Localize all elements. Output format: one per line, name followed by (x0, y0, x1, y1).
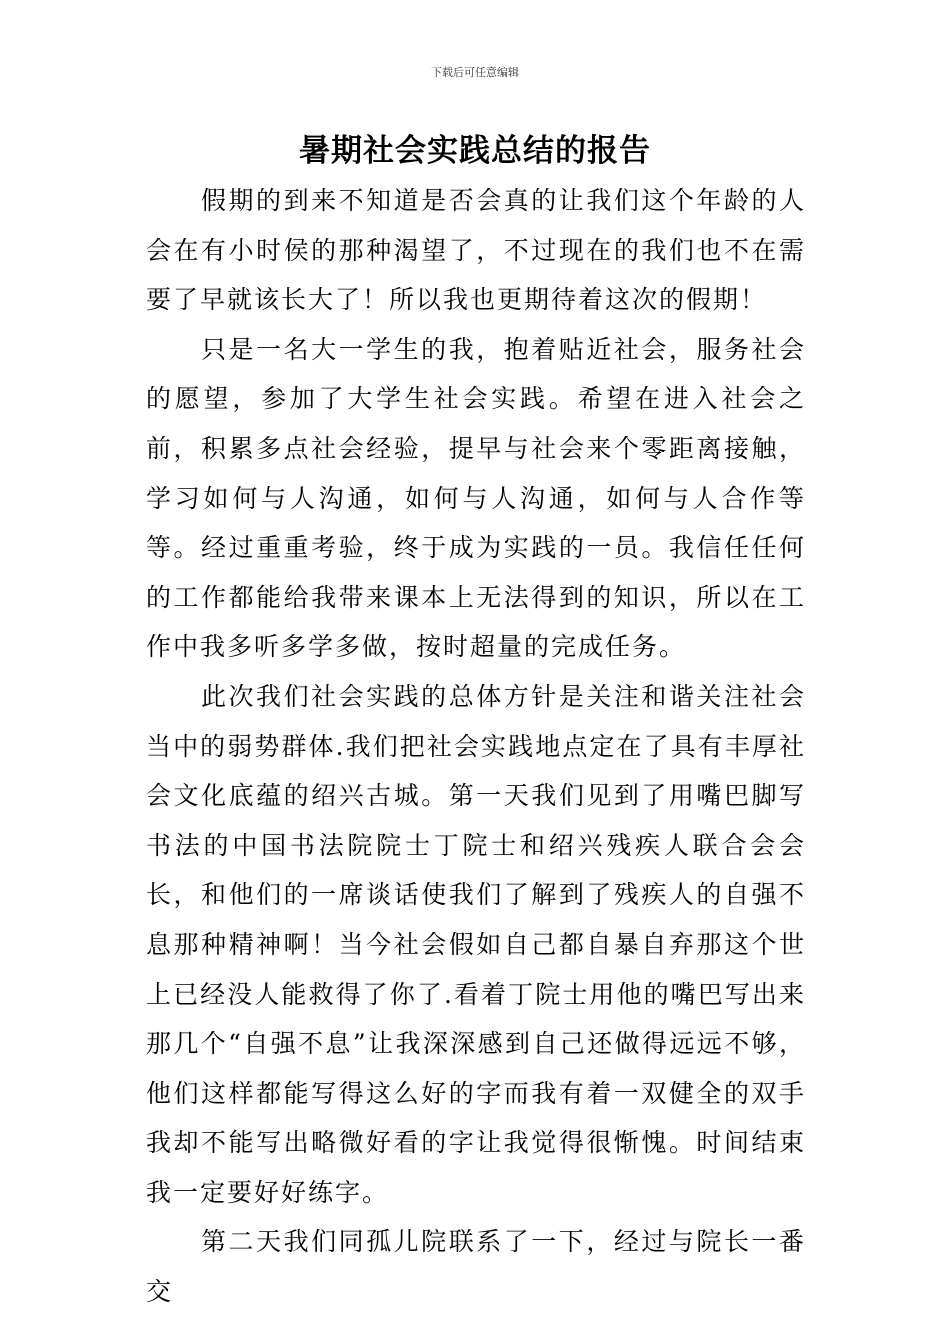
document-title: 暑期社会实践总结的报告 (299, 133, 651, 169)
paragraph-4: 第二天我们同孤儿院联系了一下，经过与院长一番交 (146, 1227, 806, 1307)
paragraph-2: 只是一名大一学生的我，抱着贴近社会，服务社会的愿望，参加了大学生社会实践。希望在进入社会之前，积累多点社会经验，提早与社会来个零距离接触，学习如何与人沟通，如何与人沟通，如何与人合作等等。经过重重考验，终于成为实践的一员。我信任任何的工作都能给我带来课本上无法得到的知识，所以在工作中我多听多学多做，按时超量的完成任务。 (146, 334, 806, 662)
paragraph-3: 此次我们社会实践的总体方针是关注和谐关注社会当中的弱势群体.我们把社会实践地点定在了具有丰厚社会文化底蕴的绍兴古城。第一天我们见到了用嘴巴脚写书法的中国书法院院士丁院士和绍兴残疾人联合会会长，和他们的一席谈话使我们了解到了残疾人的自强不息那种精神啊！当今社会假如自己都自暴自弃那这个世上已经没人能救得了你了.看着丁院士用他的嘴巴写出来那几个“自强不息”让我深深感到自己还做得远远不够，他们这样都能写得这么好的字而我有着一双健全的双手我却不能写出略微好看的字让我觉得很惭愧。时间结束我一定要好好练字。 (146, 681, 806, 1207)
document-body (146, 176, 806, 1317)
paragraph-1: 假期的到来不知道是否会真的让我们这个年龄的人会在有小时侯的那种渴望了，不过现在的我们也不在需要了早就该长大了！所以我也更期待着这次的假期！ (146, 186, 806, 315)
header-note: 下载后可任意编辑 (431, 66, 519, 79)
